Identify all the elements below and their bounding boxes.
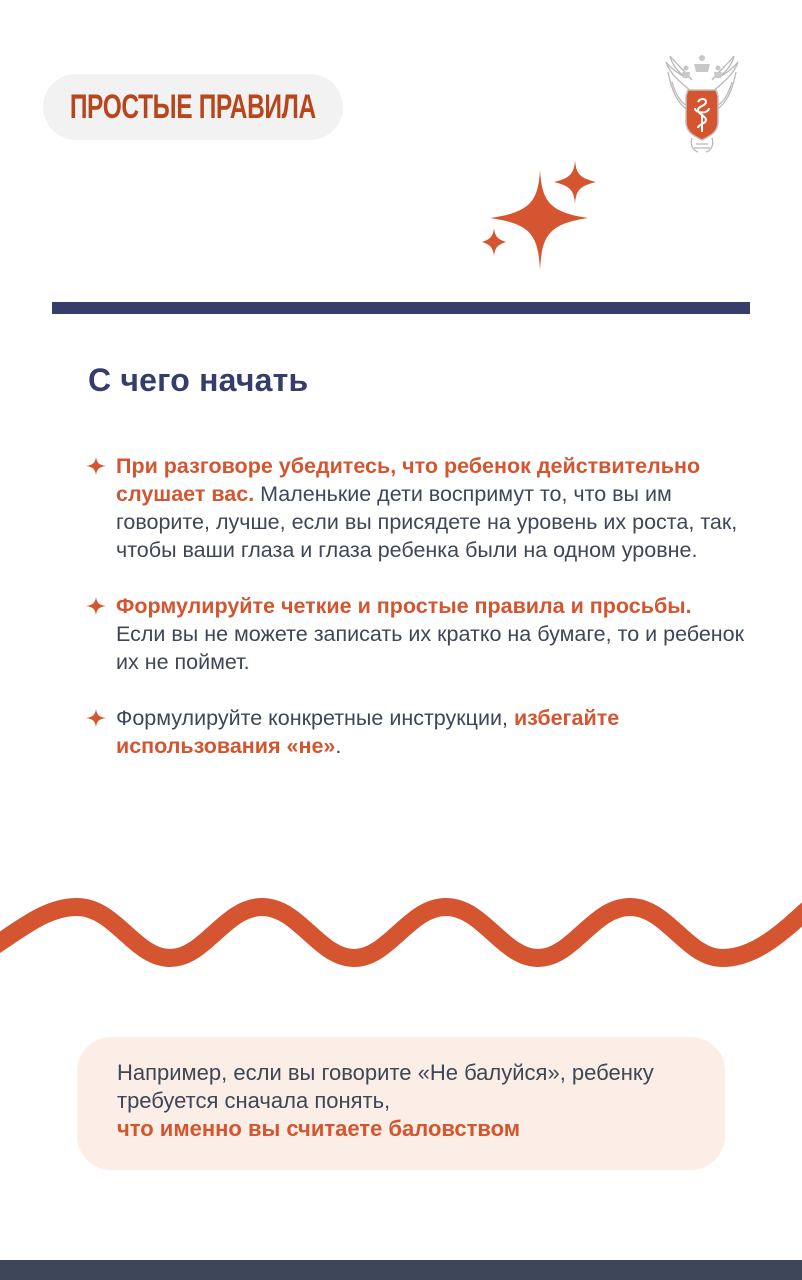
four-point-star-icon — [86, 597, 106, 615]
item-text: Если вы не можете записать их кратко на бумаге, то и ребенок их не поймет. — [116, 622, 745, 674]
tips-list — [86, 452, 746, 788]
example-note — [77, 1037, 725, 1170]
four-point-star-icon — [86, 457, 106, 475]
item-text: Маленькие дети воспримут то, что вы им говорите, лучше, если вы присядете на уровень их роста, так, чтобы ваши глаза и глаза ребенка были на одном уровне. — [116, 482, 738, 562]
note-text: Например, если вы говорите «Не балуйся», ребенку требуется сначала понять, — [117, 1060, 654, 1113]
rules-badge — [43, 74, 343, 140]
item-highlight: Формулируйте четкие и простые правила и просьбы. — [116, 594, 692, 618]
badge-label: ПРОСТЫЕ ПРАВИЛА — [70, 87, 316, 126]
item-highlight: избегайте использования «не» — [116, 706, 620, 758]
list-item — [86, 452, 746, 564]
wave-decoration — [0, 870, 802, 990]
list-item — [86, 704, 746, 760]
section-title: С чего начать — [88, 362, 309, 398]
item-highlight: При разговоре убедитесь, что ребенок действительно слушает вас. — [116, 454, 701, 506]
four-point-star-icon — [86, 709, 106, 727]
footer-bar — [0, 1260, 802, 1280]
item-text: Формулируйте конкретные инструкции, — [116, 706, 514, 730]
ministry-of-health-emblem-icon — [662, 52, 742, 158]
sparkles-icon — [470, 160, 610, 280]
note-highlight: что именно вы считаете баловством — [117, 1116, 521, 1141]
divider-bar — [52, 302, 750, 314]
item-text-end: . — [335, 734, 342, 758]
list-item — [86, 592, 746, 676]
